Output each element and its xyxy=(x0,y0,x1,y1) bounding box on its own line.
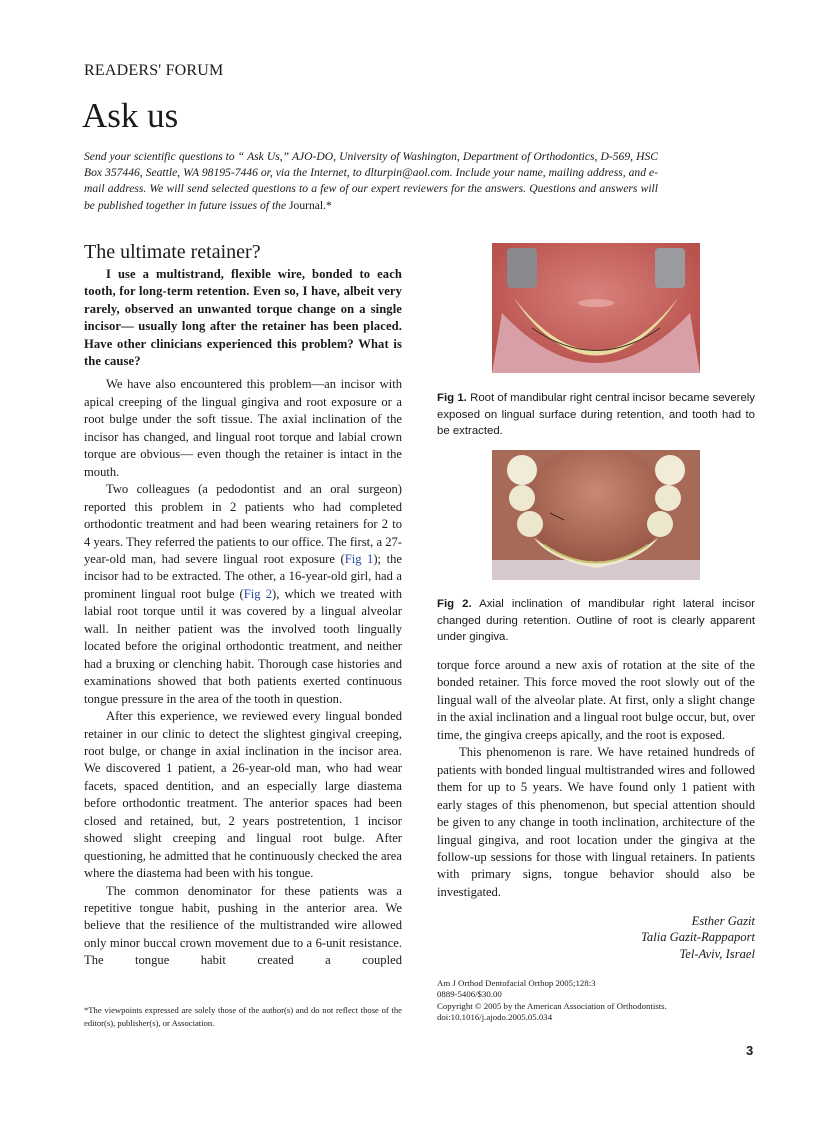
publication-info xyxy=(437,978,755,1024)
author-name: Talia Gazit-Rappaport xyxy=(641,930,755,945)
author-name: Esther Gazit xyxy=(691,914,755,928)
doi: doi:10.1016/j.ajodo.2005.05.034 xyxy=(437,1012,553,1023)
fig2-link[interactable]: Fig 2 xyxy=(243,586,273,601)
answer-paragraph-2 xyxy=(84,481,402,708)
paragraph-text: ); the incisor had to be extracted. The other, a 16-year-old girl, had a prominent lingual root bulge ( xyxy=(84,551,402,601)
answer-paragraph-1: We have also encountered this problem—an incisor with apical creeping of the lingual gingiva and root exposure or a root bulge under the soft tissue. The axial inclination of the incisor has changed, and lingual root torque and labial crown torque are obvious— even though the retainer is intact in the mouth. xyxy=(84,377,402,479)
figure-2-caption-text: Axial inclination of mandibular right lateral incisor changed during retention. Outline of root is clearly apparent under gingiva. xyxy=(437,598,755,644)
figure-2-caption xyxy=(437,596,755,646)
footnote: *The viewpoints expressed are solely those of the author(s) and do not reflect those of the editor(s), publisher(s), or Association. xyxy=(84,1005,402,1028)
article-title: The ultimate retainer? xyxy=(84,241,261,263)
figure-1-label: Fig 1. xyxy=(437,392,467,404)
left-column xyxy=(84,240,402,970)
intro-journal: Journal. xyxy=(289,198,327,212)
figure-2-image xyxy=(492,450,700,580)
answer-paragraph-3: After this experience, we reviewed every lingual bonded retainer in our clinic to detect the slightest gingival creeping, root bulge, or change in axial inclination in the incisor area. We discovered 1 patient, a 26-year-old man, who had wear facets, spaced dentition, and an especially large diastema before orthodontic treatment. The anterior spaces had been closed and retained, but, 2 years postretention, 1 incisor showed slight creeping and lingual root bulge. After questioning, he admitted that he continuously checked the area where the diastema had been with his tongue. xyxy=(84,709,402,881)
figure-2-label: Fig 2. xyxy=(437,598,472,610)
issn-price: 0889-5406/$30.00 xyxy=(437,989,502,1000)
page-title: Ask us xyxy=(82,96,179,135)
answer-paragraph-4-continued: torque force around a new axis of rotation at the site of the bonded retainer. This force moved the root slowly out of the lingual wall of the alveolar plate. At first, only a slight change in the axial inclination and a lingual root bulge occur, but, over time, the gingiva creeps apically, and the root is exposed. xyxy=(437,658,755,742)
intro-text: Send your scientific questions to “ Ask Us,” AJO-DO, University of Washington, Department of Orthodontics, D-569, HSC Box 357446, Seattle, WA 98195-7446 or, via the Internet, to dlturpin@aol.com. Include your name, mailing address, and e-mail address. We will send selected questions to a few of our expert reviewers for the answers. Questions and answers will be published together in future issues of the xyxy=(84,150,658,212)
reader-question: I use a multistrand, flexible wire, bonded to each tooth, for long-term retention. Even so, I have, albeit very rarely, observed an unwanted torque change on a single incisor— usually long after the retainer has been placed. Have other clinicians experienced this problem? What is the cause? xyxy=(84,267,402,369)
intro-paragraph xyxy=(84,149,658,214)
intro-footnote-mark: * xyxy=(326,198,332,212)
right-column xyxy=(437,657,755,901)
answer-paragraph-5: This phenomenon is rare. We have retained hundreds of patients with bonded lingual multistranded wires and followed them for up to 5 years. We have found only 1 patient with early stages of this phenomenon, but special attention should be given to any change in tooth inclination, architecture of the lingual gingiva, and root location under the gingiva at the follow-up sessions for those with lingual retainers. In patients with primary signs, tongue behavior should also be investigated. xyxy=(437,745,755,899)
paragraph-text: ), which we treated with labial root torque until it was covered by a lingual alveolar wall. In neither patient was the involved tooth lingually located before the original orthodontic treatment, and neither had a bruxing or clenching habit. Thorough case histories and examinations showed that both patients exerted continuous tongue pressure in the area of the tooth in question. xyxy=(84,586,403,706)
author-location: Tel-Aviv, Israel xyxy=(679,946,755,961)
copyright: Copyright © 2005 by the American Association of Orthodontists. xyxy=(437,1000,667,1011)
figure-1-caption xyxy=(437,390,755,440)
figure-1-caption-text: Root of mandibular right central incisor became severely exposed on lingual surface during retention, and tooth had to be extracted. xyxy=(437,392,756,438)
page-number: 3 xyxy=(746,1043,754,1058)
fig1-link[interactable]: Fig 1 xyxy=(344,551,374,566)
answer-paragraph-4: The common denominator for these patients was a repetitive tongue habit, pushing in the anterior area. We believe that the resilience of the multistranded wire allowed only minor buccal crown movement due to a 6-unit resistance. The tongue habit created a coupled xyxy=(84,883,402,968)
figure-1-image xyxy=(492,243,700,373)
section-label: READERS' FORUM xyxy=(84,62,224,79)
author-signature xyxy=(437,913,755,962)
citation: Am J Orthod Dentofacial Orthop 2005;128:3 xyxy=(437,978,596,988)
paragraph-text: Two colleagues (a pedodontist and an oral surgeon) reported this problem in 2 patients who had completed orthodontic treatment and had been wearing retainers for 2 to 4 years. They referred the patients to our office. The first, a 27-year-old man, had severe lingual root exposure ( xyxy=(84,482,402,566)
